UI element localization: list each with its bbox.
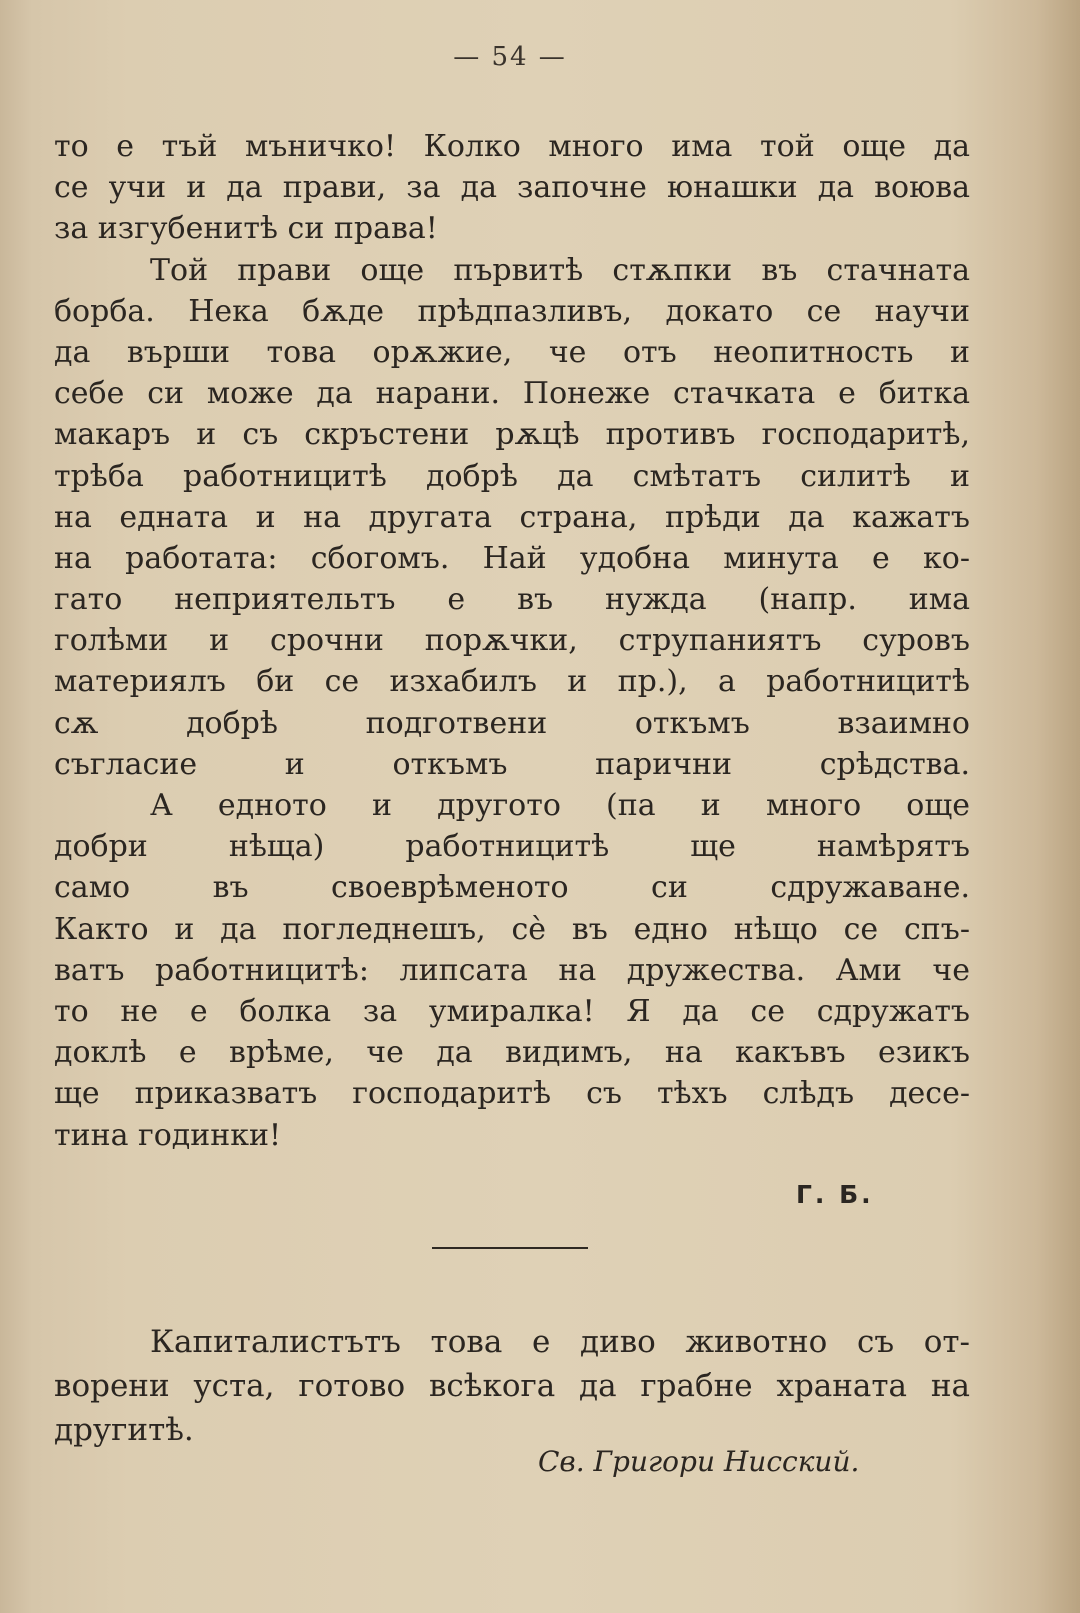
text-line: ватъ работницитѣ: липсата на дружества. Ами че: [54, 952, 970, 988]
text-line: доклѣ е врѣме, че да видимъ, на какъвъ езикъ: [54, 1035, 970, 1071]
spaced-text-line: сѫ добрѣ подготвени откъмъ взаимно: [54, 705, 970, 741]
paragraph-start-line: Той прави още първитѣ стѫпки въ стачната: [150, 252, 970, 288]
text-line: гато неприятельтъ е въ нужда (напр. има: [54, 582, 970, 618]
quote-line: Капиталистътъ това е диво животно съ от-: [150, 1324, 970, 1360]
paragraph-start-line: А едното и другото (па и много още: [150, 788, 970, 823]
text-line: то не е болка за умиралка! Я да се сдружатъ: [54, 993, 970, 1029]
author-signature: Г. Б.: [796, 1180, 874, 1209]
spaced-text-line: само въ своеврѣменото си сдружаване.: [54, 870, 970, 906]
text-line: макаръ и съ скръстени рѫцѣ противъ господаритѣ,: [54, 417, 970, 453]
text-line: на едната и на другата страна, прѣди да кажатъ: [54, 499, 970, 535]
spaced-text-line: съгласие и откъмъ парични срѣдства.: [54, 746, 970, 782]
text-line: материялъ би се изхабилъ и пр.), а работницитѣ: [54, 664, 970, 700]
text-line: то е тъй мъничко! Колко много има той още да: [54, 129, 970, 164]
text-line: за изгубенитѣ си права!: [54, 211, 438, 247]
text-line: трѣба работницитѣ добрѣ да смѣтатъ силитѣ и: [54, 458, 970, 494]
section-divider: [432, 1247, 588, 1249]
text-line: Както и да погледнешъ, сѐ въ едно нѣщо се спъ-: [54, 911, 970, 947]
text-line: на работата: сбогомъ. Най удобна минута е ко-: [54, 540, 970, 576]
text-line: голѣми и срочни порѫчки, струпаниятъ суровъ: [54, 623, 970, 659]
text-line: да върши това орѫжие, че отъ неопитность и: [54, 334, 970, 370]
quote-line: другитѣ.: [54, 1412, 194, 1448]
main-text: [54, 126, 970, 1156]
text-line: се учи и да прави, за да започне юнашки да воюва: [54, 170, 970, 206]
quote-text: [54, 1320, 970, 1452]
text-line: борба. Нека бѫде прѣдпазливъ, докато се научи: [54, 293, 970, 329]
page-number: — 54 —: [453, 42, 567, 72]
quote-attribution: Св. Григори Нисский.: [538, 1445, 860, 1478]
text-line: добри нѣща) работницитѣ ще намѣрятъ: [54, 829, 970, 865]
text-line: себе си може да нарани. Понеже стачката е битка: [54, 376, 970, 412]
text-line: ще приказватъ господаритѣ съ тѣхъ слѣдъ десе-: [54, 1076, 970, 1112]
text-line: тина годинки!: [54, 1117, 282, 1153]
quote-line: ворени уста, готово всѣкога да грабне храната на: [54, 1368, 970, 1404]
